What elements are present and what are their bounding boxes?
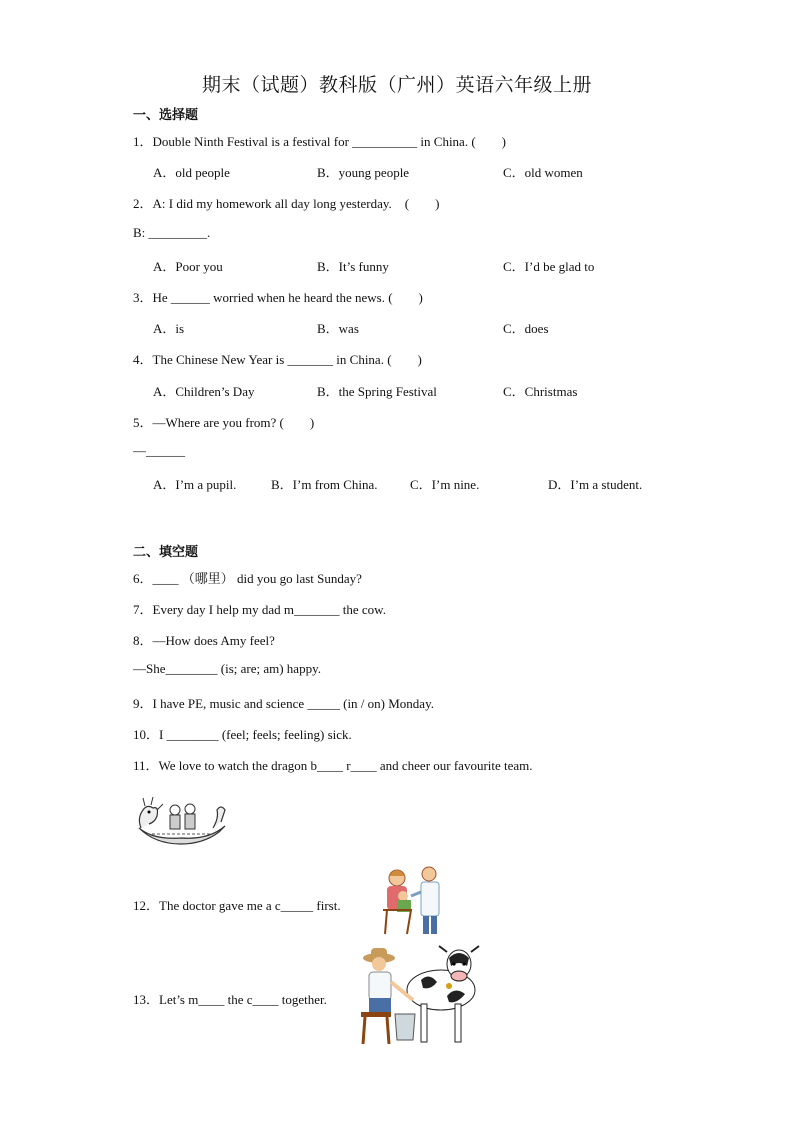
q5-option-d: D．I’m a student. [548,477,643,492]
question-5: 5．—Where are you from? ( ) [133,415,315,430]
dragon-boat-image [133,788,229,853]
q5-option-c: C．I’m nine. [410,477,480,492]
doctor-patient-image [377,862,451,943]
question-4: 4．The Chinese New Year is _______ in China. ( ) [133,352,422,367]
question-2-reply: B: _________. [133,225,211,240]
q3-option-b: B．was [317,321,359,336]
q2-option-a: A．Poor you [153,259,223,274]
question-11: 11．We love to watch the dragon b____ r____ and cheer our favourite team. [133,758,533,773]
question-1: 1．Double Ninth Festival is a festival for __________ in China. ( ) [133,134,506,149]
q5-option-a: A．I’m a pupil. [153,477,237,492]
question-8-reply: —She________ (is; are; am) happy. [133,661,321,676]
question-8: 8．—How does Amy feel? [133,633,275,648]
question-3: 3．He ______ worried when he heard the news. ( ) [133,290,423,305]
q3-option-a: A．is [153,321,185,336]
question-10: 10．I ________ (feel; feels; feeling) sick. [133,727,352,742]
milking-cow-image [355,940,485,1053]
q4-option-b: B．the Spring Festival [317,384,437,399]
question-2: 2．A: I did my homework all day long yesterday. ( ) [133,196,440,211]
section-heading-fill: 二、填空题 [133,545,199,560]
section-heading-choice: 一、选择题 [133,108,199,123]
q2-option-c: C．I’d be glad to [503,259,595,274]
q1-option-a: A．old people [153,165,230,180]
question-13: 13．Let’s m____ the c____ together. [133,992,327,1007]
question-9: 9．I have PE, music and science _____ (in / on) Monday. [133,696,434,711]
page-title: 期末（试题）教科版（广州）英语六年级上册 [201,75,592,96]
q1-option-c: C．old women [503,165,583,180]
q4-option-c: C．Christmas [503,384,578,399]
q2-option-b: B．It’s funny [317,259,389,274]
q3-option-c: C．does [503,321,549,336]
q4-option-a: A．Children’s Day [153,384,255,399]
question-12: 12．The doctor gave me a c_____ first. [133,898,341,913]
question-7: 7．Every day I help my dad m_______ the cow. [133,602,386,617]
question-6: 6．____ （哪里） did you go last Sunday? [133,571,362,586]
q1-option-b: B．young people [317,165,410,180]
question-5-reply: —______ [133,443,185,458]
q5-option-b: B．I’m from China. [271,477,378,492]
